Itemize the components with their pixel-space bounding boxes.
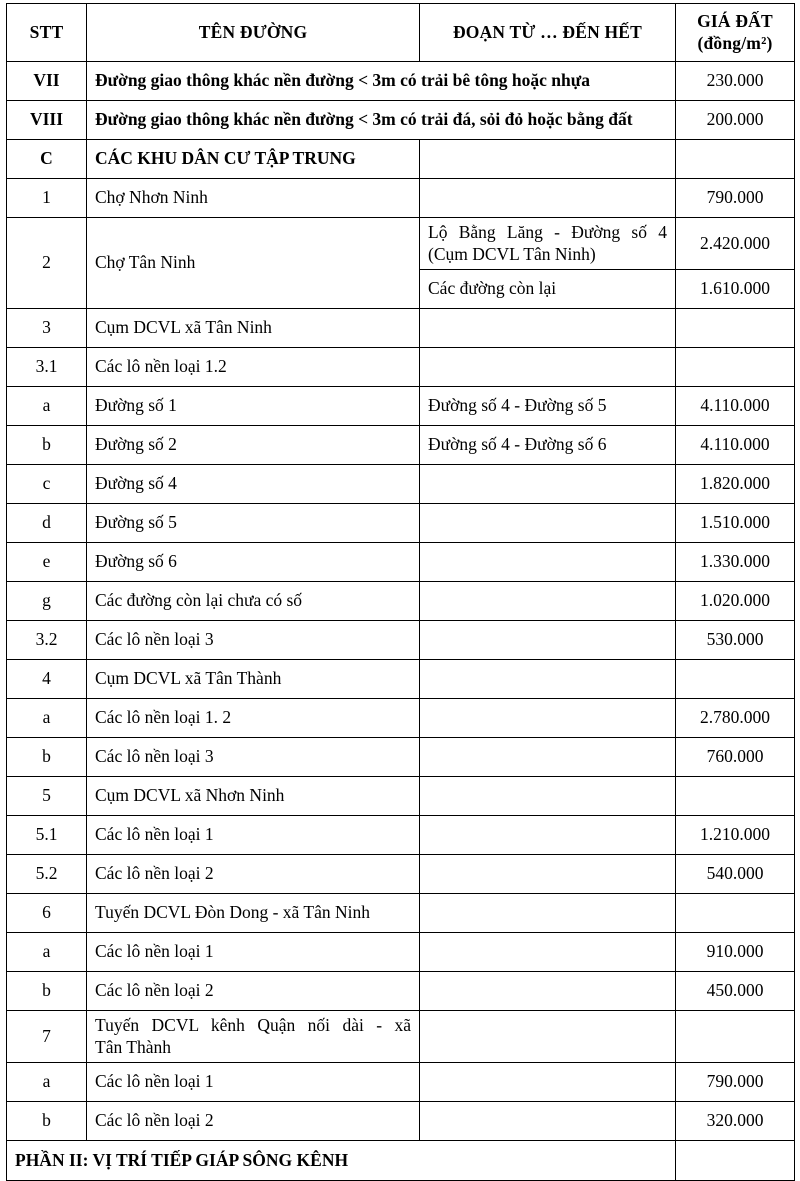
cell-doan <box>420 140 676 179</box>
cell-gia <box>676 894 795 933</box>
cell-ten-duong: Chợ Tân Ninh <box>87 218 420 309</box>
cell-gia: 910.000 <box>676 933 795 972</box>
cell-gia: 4.110.000 <box>676 426 795 465</box>
cell-stt: e <box>7 543 87 582</box>
cell-doan-line1: Lộ Bằng Lăng - Đường số 4 <box>428 222 667 243</box>
cell-doan <box>420 1011 676 1063</box>
table-row <box>7 777 795 816</box>
cell-ten-duong: Tuyến DCVL Đòn Dong - xã Tân Ninh <box>87 894 420 933</box>
cell-doan: Đường số 4 - Đường số 5 <box>420 387 676 426</box>
section-row-phan-ii <box>7 1141 795 1181</box>
cell-doan <box>420 582 676 621</box>
table-row <box>7 972 795 1011</box>
cell-gia: 760.000 <box>676 738 795 777</box>
cell-gia: 2.780.000 <box>676 699 795 738</box>
cell-doan <box>420 933 676 972</box>
cell-doan-line2: (Cụm DCVL Tân Ninh) <box>428 243 596 264</box>
cell-stt: 1 <box>7 179 87 218</box>
table-row <box>7 218 795 270</box>
header-row <box>7 4 795 62</box>
cell-ten-duong: CÁC KHU DÂN CƯ TẬP TRUNG <box>87 140 420 179</box>
cell-ten-duong: Cụm DCVL xã Nhơn Ninh <box>87 777 420 816</box>
cell-stt: a <box>7 387 87 426</box>
cell-doan <box>420 309 676 348</box>
cell-doan <box>420 543 676 582</box>
cell-ten-duong: Các đường còn lại chưa có số <box>87 582 420 621</box>
table-row <box>7 426 795 465</box>
cell-stt: 5.1 <box>7 816 87 855</box>
cell-gia <box>676 1141 795 1181</box>
table-row <box>7 543 795 582</box>
table-row <box>7 309 795 348</box>
cell-ten-duong: Các lô nền loại 2 <box>87 855 420 894</box>
cell-gia <box>676 1011 795 1063</box>
cell-gia <box>676 348 795 387</box>
cell-ten-duong: Các lô nền loại 1 <box>87 816 420 855</box>
cell-ten-duong: Đường số 1 <box>87 387 420 426</box>
cell-ten-duong: Chợ Nhơn Ninh <box>87 179 420 218</box>
table-row <box>7 1102 795 1141</box>
cell-ten-duong: Các lô nền loại 1. 2 <box>87 699 420 738</box>
column-header-doan: ĐOẠN TỪ … ĐẾN HẾT <box>420 4 676 62</box>
cell-gia: 530.000 <box>676 621 795 660</box>
table-row <box>7 1063 795 1102</box>
table-body <box>7 62 795 1181</box>
table-row <box>7 348 795 387</box>
cell-doan <box>420 465 676 504</box>
cell-ten-duong: Đường số 4 <box>87 465 420 504</box>
cell-stt: b <box>7 972 87 1011</box>
cell-stt: b <box>7 426 87 465</box>
cell-doan <box>420 738 676 777</box>
cell-doan <box>420 777 676 816</box>
cell-gia: 790.000 <box>676 1063 795 1102</box>
cell-ten-duong: Cụm DCVL xã Tân Ninh <box>87 309 420 348</box>
cell-stt: 4 <box>7 660 87 699</box>
table-row <box>7 101 795 140</box>
cell-stt: g <box>7 582 87 621</box>
cell-doan <box>420 348 676 387</box>
table-row <box>7 140 795 179</box>
table-row <box>7 894 795 933</box>
cell-stt: a <box>7 699 87 738</box>
cell-gia: 200.000 <box>676 101 795 140</box>
section-title: PHẦN II: VỊ TRÍ TIẾP GIÁP SÔNG KÊNH <box>7 1141 676 1181</box>
cell-doan <box>420 660 676 699</box>
cell-stt: 2 <box>7 218 87 309</box>
cell-ten-duong: Các lô nền loại 1.2 <box>87 348 420 387</box>
cell-gia: 2.420.000 <box>676 218 795 270</box>
table-header <box>7 4 795 62</box>
table-row <box>7 933 795 972</box>
cell-gia: 540.000 <box>676 855 795 894</box>
table-row <box>7 855 795 894</box>
cell-gia <box>676 309 795 348</box>
cell-gia: 790.000 <box>676 179 795 218</box>
table-row <box>7 1011 795 1063</box>
cell-gia <box>676 140 795 179</box>
column-header-stt: STT <box>7 4 87 62</box>
cell-doan <box>420 699 676 738</box>
table-row <box>7 179 795 218</box>
cell-doan <box>420 1102 676 1141</box>
cell-doan: Đường số 4 - Đường số 6 <box>420 426 676 465</box>
cell-stt: C <box>7 140 87 179</box>
cell-ten-duong: Đường số 6 <box>87 543 420 582</box>
cell-stt: 7 <box>7 1011 87 1063</box>
cell-ten-duong: Các lô nền loại 1 <box>87 1063 420 1102</box>
cell-ten-duong: Các lô nền loại 2 <box>87 972 420 1011</box>
cell-ten-duong-line1: Tuyến DCVL kênh Quận nối dài - xã <box>95 1015 411 1036</box>
cell-ten-duong: Các lô nền loại 2 <box>87 1102 420 1141</box>
cell-gia: 4.110.000 <box>676 387 795 426</box>
column-header-gia-dat <box>676 4 795 62</box>
cell-gia: 320.000 <box>676 1102 795 1141</box>
table-row <box>7 660 795 699</box>
cell-doan <box>420 972 676 1011</box>
cell-stt: 5.2 <box>7 855 87 894</box>
table-row <box>7 738 795 777</box>
cell-doan <box>420 816 676 855</box>
cell-ten-duong <box>87 1011 420 1063</box>
gia-dat-line1: GIÁ ĐẤT <box>697 11 773 32</box>
cell-ten-duong: Cụm DCVL xã Tân Thành <box>87 660 420 699</box>
cell-gia: 450.000 <box>676 972 795 1011</box>
cell-gia: 1.330.000 <box>676 543 795 582</box>
table-row <box>7 62 795 101</box>
cell-stt: VII <box>7 62 87 101</box>
cell-stt: 6 <box>7 894 87 933</box>
cell-ten-duong: Đường số 2 <box>87 426 420 465</box>
table-row <box>7 504 795 543</box>
cell-doan <box>420 1063 676 1102</box>
cell-stt: b <box>7 1102 87 1141</box>
cell-gia <box>676 777 795 816</box>
cell-doan: Các đường còn lại <box>420 270 676 309</box>
land-price-table <box>6 3 795 1181</box>
column-header-ten-duong: TÊN ĐƯỜNG <box>87 4 420 62</box>
cell-doan <box>420 894 676 933</box>
table-row <box>7 699 795 738</box>
table-row <box>7 465 795 504</box>
cell-ten-duong: Các lô nền loại 3 <box>87 621 420 660</box>
cell-stt: 3.1 <box>7 348 87 387</box>
table-row <box>7 387 795 426</box>
cell-stt: 5 <box>7 777 87 816</box>
cell-gia: 1.020.000 <box>676 582 795 621</box>
cell-doan <box>420 621 676 660</box>
cell-doan <box>420 218 676 270</box>
gia-dat-line2: (đồng/m²) <box>697 32 773 53</box>
cell-ten-duong: Đường giao thông khác nền đường < 3m có trải đá, sỏi đỏ hoặc bằng đất <box>87 101 676 140</box>
cell-ten-duong: Các lô nền loại 3 <box>87 738 420 777</box>
table-row <box>7 582 795 621</box>
cell-doan <box>420 855 676 894</box>
cell-gia: 1.610.000 <box>676 270 795 309</box>
cell-stt: c <box>7 465 87 504</box>
cell-gia: 230.000 <box>676 62 795 101</box>
cell-ten-duong: Các lô nền loại 1 <box>87 933 420 972</box>
cell-ten-duong: Đường số 5 <box>87 504 420 543</box>
cell-stt: VIII <box>7 101 87 140</box>
cell-doan <box>420 179 676 218</box>
cell-stt: a <box>7 1063 87 1102</box>
cell-doan <box>420 504 676 543</box>
cell-gia <box>676 660 795 699</box>
cell-ten-duong-line2: Tân Thành <box>95 1036 171 1057</box>
cell-stt: a <box>7 933 87 972</box>
cell-gia: 1.820.000 <box>676 465 795 504</box>
cell-stt: b <box>7 738 87 777</box>
cell-ten-duong: Đường giao thông khác nền đường < 3m có trải bê tông hoặc nhựa <box>87 62 676 101</box>
cell-stt: 3 <box>7 309 87 348</box>
cell-gia: 1.510.000 <box>676 504 795 543</box>
cell-stt: 3.2 <box>7 621 87 660</box>
cell-gia: 1.210.000 <box>676 816 795 855</box>
table-row <box>7 621 795 660</box>
cell-stt: d <box>7 504 87 543</box>
table-row <box>7 816 795 855</box>
